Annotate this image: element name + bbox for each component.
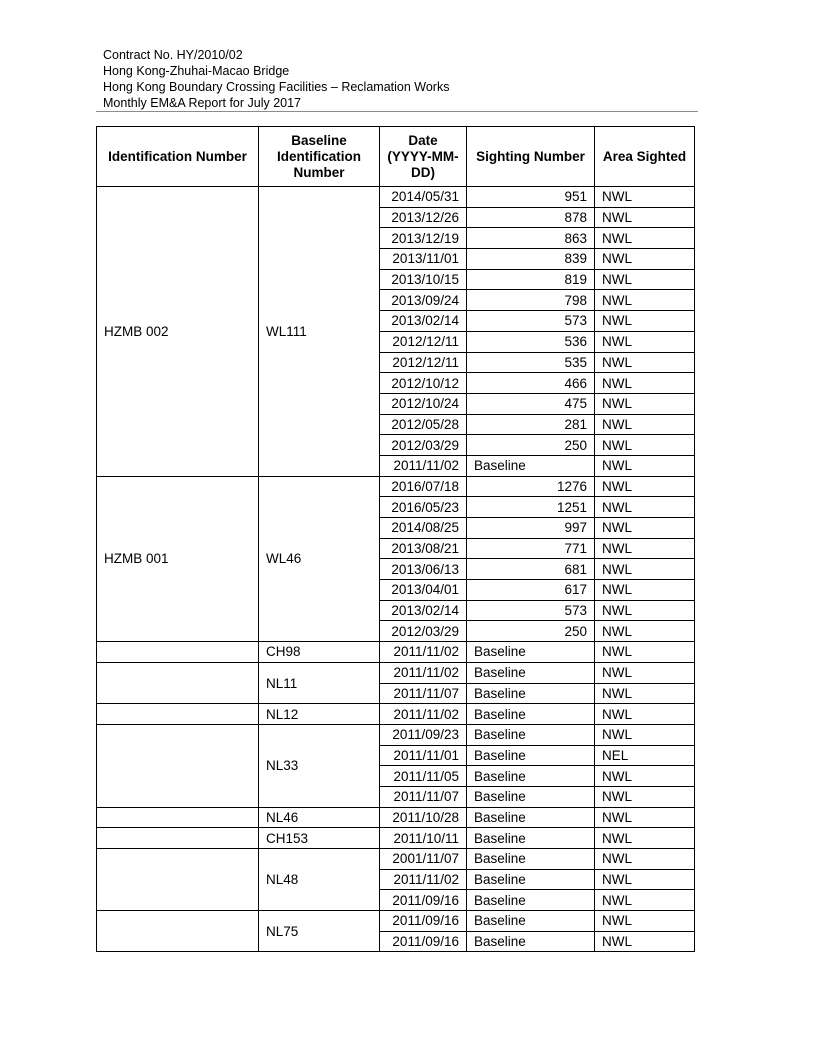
table-row [97,849,695,870]
sighting-number-cell: Baseline [467,724,595,745]
identification-number-cell [97,642,259,663]
area-sighted-cell: NWL [595,869,695,890]
date-cell: 2011/10/11 [380,828,467,849]
area-sighted-cell: NEL [595,745,695,766]
area-sighted-cell: NWL [595,786,695,807]
area-sighted-cell: NWL [595,538,695,559]
baseline-id-cell: WL46 [259,476,380,642]
date-cell: 2014/08/25 [380,518,467,539]
sighting-number-cell: 536 [467,331,595,352]
column-header-area-sighted: Area Sighted [595,127,695,187]
date-cell: 2001/11/07 [380,849,467,870]
sighting-number-cell: 573 [467,311,595,332]
sighting-number-cell: 617 [467,580,595,601]
sighting-number-cell: 681 [467,559,595,580]
identification-number-cell [97,807,259,828]
area-sighted-cell: NWL [595,476,695,497]
table-row [97,662,695,683]
sighting-number-cell: 250 [467,621,595,642]
sighting-number-cell: 535 [467,352,595,373]
area-sighted-cell: NWL [595,455,695,476]
baseline-id-cell: NL11 [259,662,380,703]
column-header-sighting-number: Sighting Number [467,127,595,187]
area-sighted-cell: NWL [595,849,695,870]
area-sighted-cell: NWL [595,331,695,352]
sighting-number-cell: 475 [467,393,595,414]
date-cell: 2013/08/21 [380,538,467,559]
sighting-number-cell: 798 [467,290,595,311]
baseline-id-cell: NL33 [259,724,380,807]
area-sighted-cell: NWL [595,311,695,332]
sighting-number-cell: 863 [467,228,595,249]
area-sighted-cell: NWL [595,580,695,601]
table-row [97,704,695,725]
sighting-number-cell: Baseline [467,849,595,870]
column-header-baseline-identification-number: Baseline Identification Number [259,127,380,187]
area-sighted-cell: NWL [595,766,695,787]
area-sighted-cell: NWL [595,704,695,725]
area-sighted-cell: NWL [595,890,695,911]
baseline-id-cell: NL12 [259,704,380,725]
identification-number-cell [97,704,259,725]
sighting-number-cell: Baseline [467,662,595,683]
area-sighted-cell: NWL [595,642,695,663]
baseline-id-cell: NL46 [259,807,380,828]
sighting-number-cell: 573 [467,600,595,621]
sighting-number-cell: 1276 [467,476,595,497]
area-sighted-cell: NWL [595,249,695,270]
date-cell: 2013/02/14 [380,311,467,332]
area-sighted-cell: NWL [595,600,695,621]
sighting-number-cell: Baseline [467,455,595,476]
baseline-id-cell: NL75 [259,911,380,952]
sighting-number-cell: Baseline [467,745,595,766]
sighting-number-cell: Baseline [467,786,595,807]
date-cell: 2012/12/11 [380,331,467,352]
date-cell: 2014/05/31 [380,187,467,208]
area-sighted-cell: NWL [595,621,695,642]
date-cell: 2012/10/24 [380,393,467,414]
area-sighted-cell: NWL [595,911,695,932]
sighting-number-cell: Baseline [467,642,595,663]
sightings-table [96,126,695,952]
date-cell: 2011/09/16 [380,911,467,932]
column-header-identification-number: Identification Number [97,127,259,187]
header-contract-line: Contract No. HY/2010/02 [103,48,243,62]
area-sighted-cell: NWL [595,207,695,228]
date-cell: 2011/11/02 [380,869,467,890]
sighting-number-cell: Baseline [467,683,595,704]
date-cell: 2011/11/01 [380,745,467,766]
date-cell: 2013/11/01 [380,249,467,270]
baseline-id-cell: WL111 [259,187,380,477]
baseline-id-cell: CH98 [259,642,380,663]
date-cell: 2011/11/02 [380,455,467,476]
date-cell: 2011/11/02 [380,704,467,725]
area-sighted-cell: NWL [595,352,695,373]
date-cell: 2011/11/07 [380,786,467,807]
sighting-number-cell: 819 [467,269,595,290]
date-cell: 2012/12/11 [380,352,467,373]
table-row [97,476,695,497]
table-row [97,642,695,663]
area-sighted-cell: NWL [595,414,695,435]
table-row [97,724,695,745]
sighting-number-cell: Baseline [467,828,595,849]
area-sighted-cell: NWL [595,393,695,414]
sighting-number-cell: Baseline [467,869,595,890]
sighting-number-cell: 281 [467,414,595,435]
area-sighted-cell: NWL [595,228,695,249]
area-sighted-cell: NWL [595,828,695,849]
date-cell: 2013/06/13 [380,559,467,580]
baseline-id-cell: CH153 [259,828,380,849]
date-cell: 2016/07/18 [380,476,467,497]
area-sighted-cell: NWL [595,290,695,311]
date-cell: 2011/10/28 [380,807,467,828]
area-sighted-cell: NWL [595,724,695,745]
table-body [97,187,695,952]
date-cell: 2011/11/07 [380,683,467,704]
sighting-number-cell: 997 [467,518,595,539]
identification-number-cell: HZMB 001 [97,476,259,642]
identification-number-cell [97,911,259,952]
area-sighted-cell: NWL [595,931,695,952]
area-sighted-cell: NWL [595,373,695,394]
sighting-number-cell: 839 [467,249,595,270]
identification-number-cell: HZMB 002 [97,187,259,477]
date-cell: 2012/03/29 [380,621,467,642]
header-divider [96,111,698,112]
area-sighted-cell: NWL [595,518,695,539]
sighting-number-cell: 250 [467,435,595,456]
sighting-number-cell: 951 [467,187,595,208]
date-cell: 2011/09/23 [380,724,467,745]
date-cell: 2011/09/16 [380,931,467,952]
date-cell: 2011/09/16 [380,890,467,911]
sighting-number-cell: Baseline [467,890,595,911]
date-cell: 2013/12/19 [380,228,467,249]
sighting-number-cell: 1251 [467,497,595,518]
sighting-number-cell: Baseline [467,807,595,828]
date-cell: 2012/05/28 [380,414,467,435]
report-header [103,47,449,111]
baseline-id-cell: NL48 [259,849,380,911]
area-sighted-cell: NWL [595,435,695,456]
table-row [97,807,695,828]
identification-number-cell [97,828,259,849]
identification-number-cell [97,724,259,807]
date-cell: 2012/10/12 [380,373,467,394]
date-cell: 2013/10/15 [380,269,467,290]
table-row [97,828,695,849]
table-header-row [97,127,695,187]
area-sighted-cell: NWL [595,807,695,828]
sighting-number-cell: 771 [467,538,595,559]
date-cell: 2011/11/02 [380,642,467,663]
date-cell: 2013/04/01 [380,580,467,601]
area-sighted-cell: NWL [595,269,695,290]
column-header-date: Date (YYYY-MM-DD) [380,127,467,187]
area-sighted-cell: NWL [595,683,695,704]
sighting-number-cell: Baseline [467,931,595,952]
date-cell: 2013/12/26 [380,207,467,228]
date-cell: 2011/11/02 [380,662,467,683]
date-cell: 2013/09/24 [380,290,467,311]
date-cell: 2012/03/29 [380,435,467,456]
date-cell: 2016/05/23 [380,497,467,518]
header-report-line: Monthly EM&A Report for July 2017 [103,96,302,110]
identification-number-cell [97,849,259,911]
table-row [97,187,695,208]
sighting-number-cell: Baseline [467,911,595,932]
header-facilities-line: Hong Kong Boundary Crossing Facilities – Reclamation Works [103,80,450,94]
area-sighted-cell: NWL [595,187,695,208]
table-row [97,911,695,932]
sighting-number-cell: Baseline [467,704,595,725]
area-sighted-cell: NWL [595,662,695,683]
identification-number-cell [97,662,259,703]
date-cell: 2011/11/05 [380,766,467,787]
sighting-number-cell: Baseline [467,766,595,787]
header-project-line: Hong Kong-Zhuhai-Macao Bridge [103,64,290,78]
date-cell: 2013/02/14 [380,600,467,621]
area-sighted-cell: NWL [595,559,695,580]
sighting-number-cell: 466 [467,373,595,394]
area-sighted-cell: NWL [595,497,695,518]
sighting-number-cell: 878 [467,207,595,228]
